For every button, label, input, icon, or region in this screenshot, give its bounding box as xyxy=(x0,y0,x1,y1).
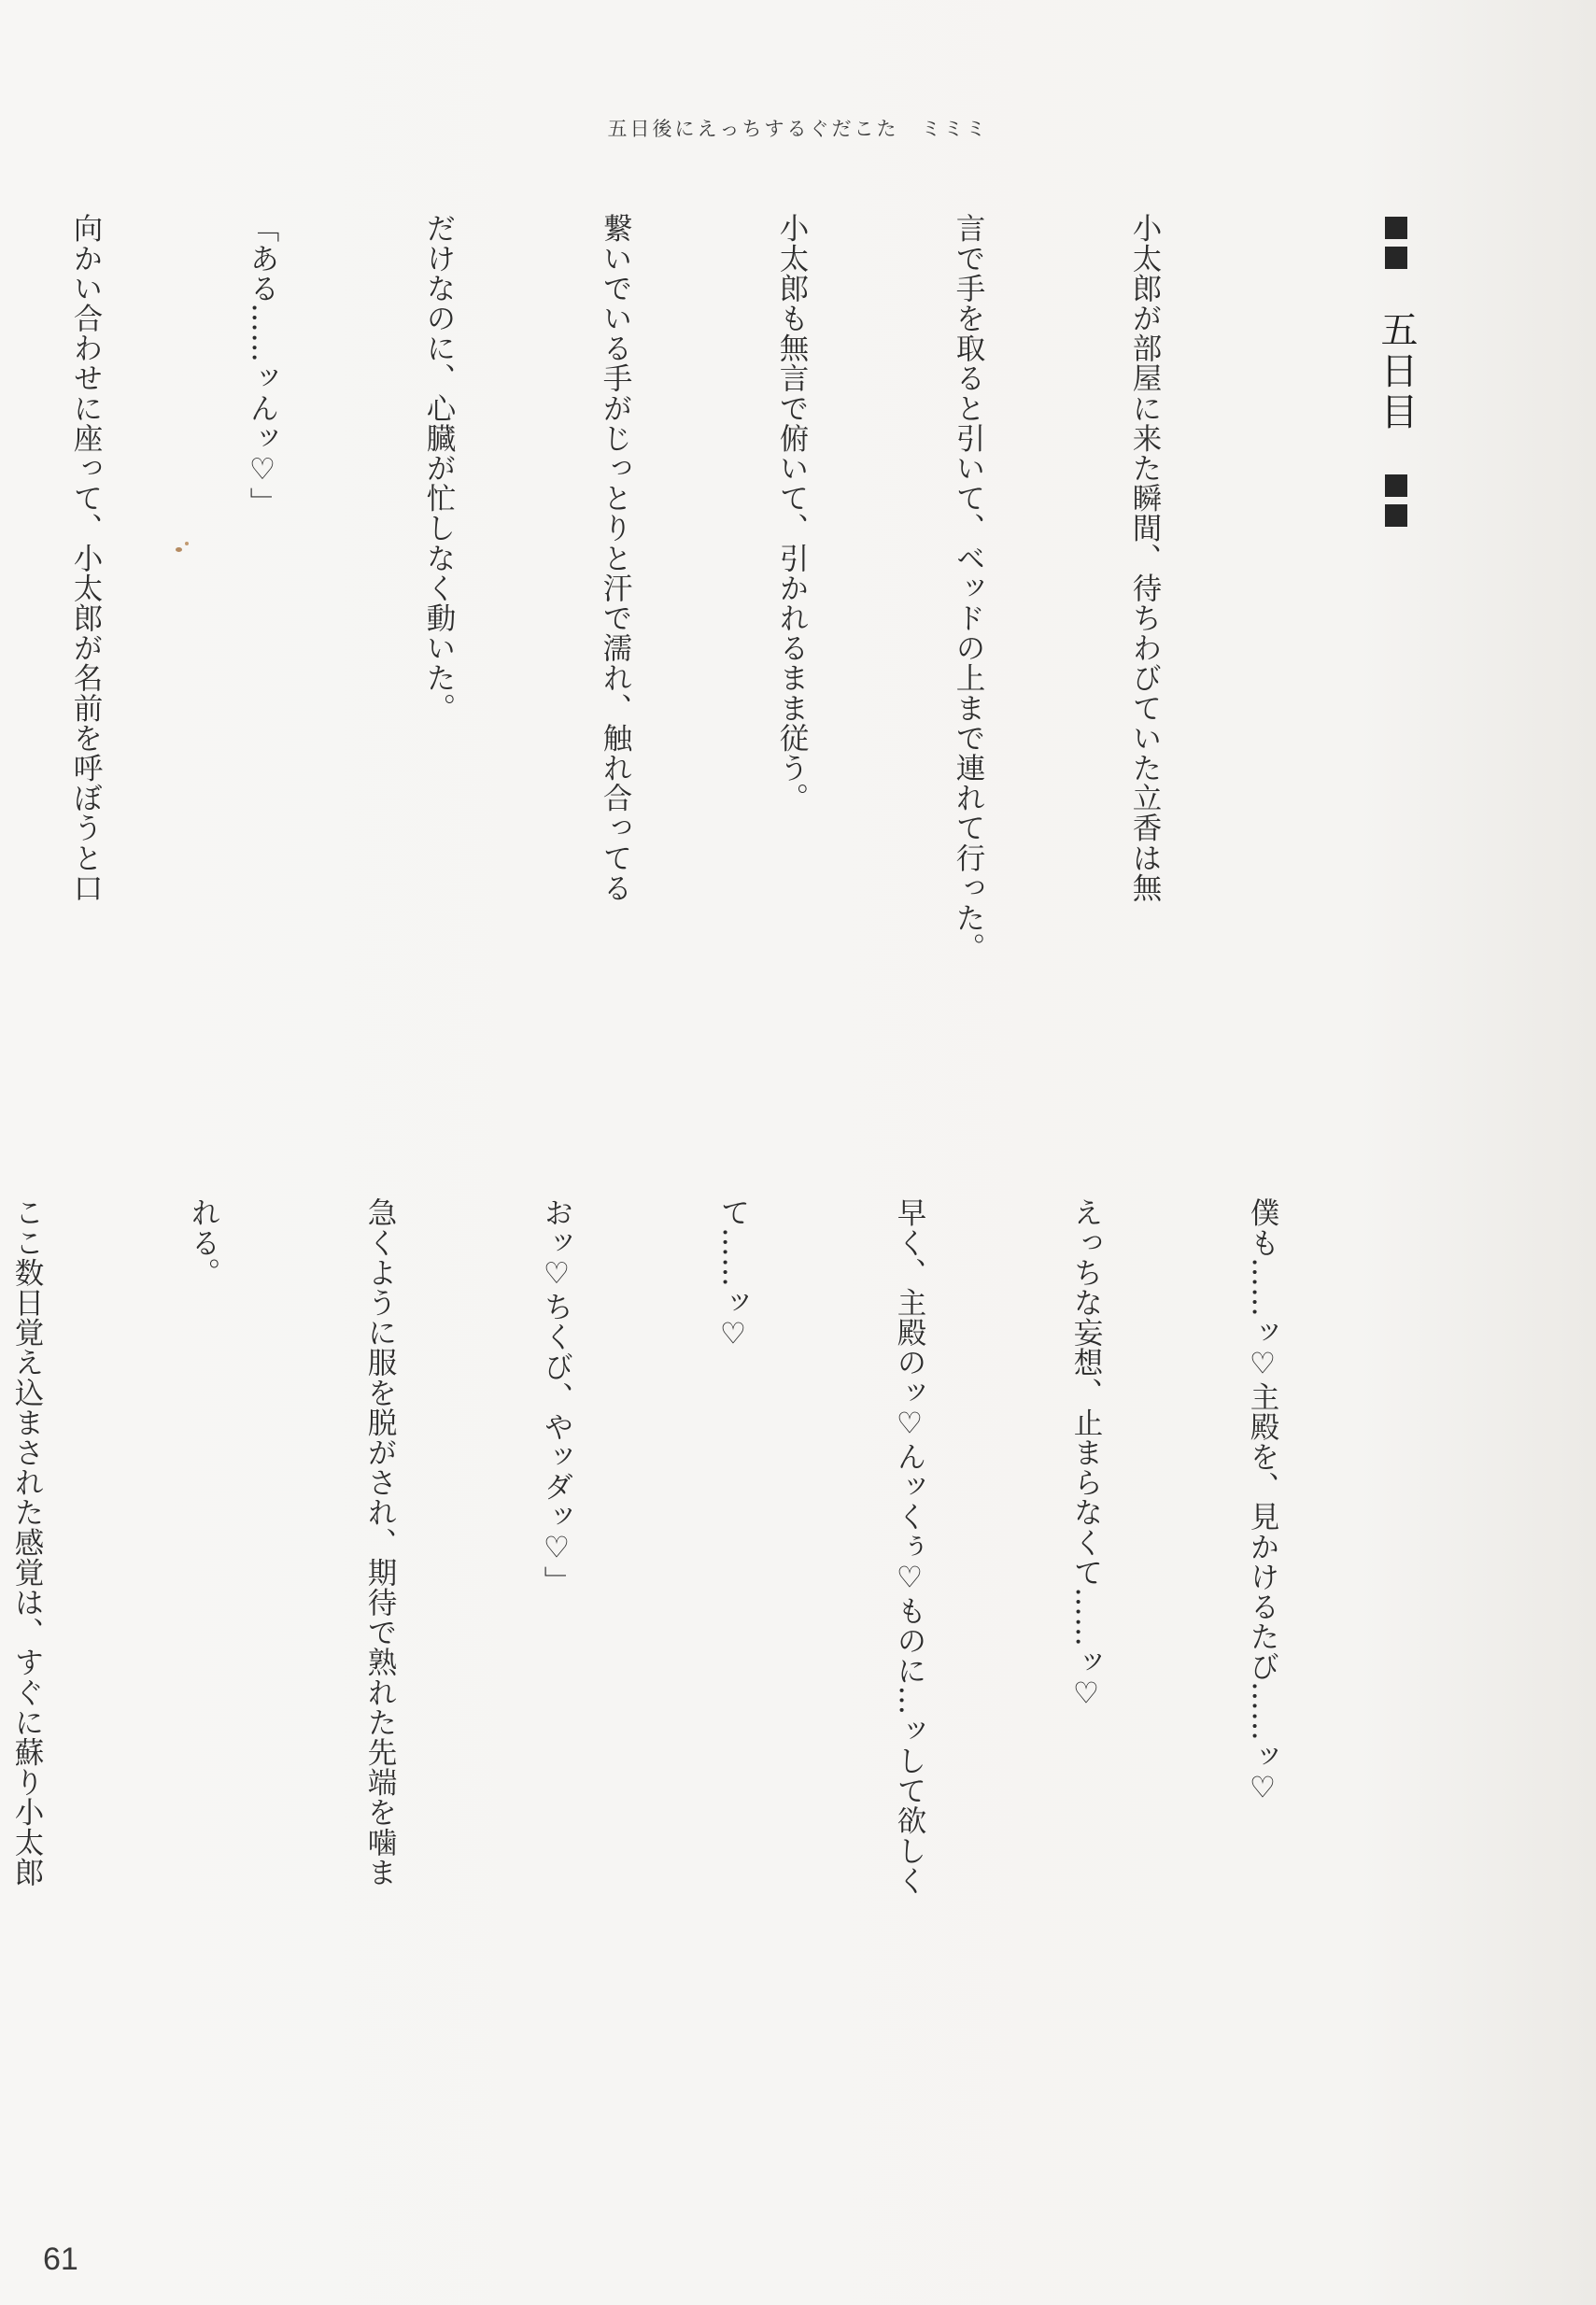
lower-text-block xyxy=(0,1197,1409,2187)
upper-text-block xyxy=(0,213,1292,1203)
chapter-heading xyxy=(1368,213,1424,530)
heading-block-mark xyxy=(1385,217,1407,239)
text-line: 小太郎が部屋に来た瞬間、待ちわびていた立香は無 xyxy=(1128,213,1162,903)
text-line: だけなのに、心臓が忙しなく動いた。 xyxy=(422,213,456,723)
text-line: えっちな妄想、止まらなくて……ッ♡ xyxy=(1069,1197,1103,1712)
text-line: おッ♡ちくび、やッダッ♡」 xyxy=(540,1197,573,1596)
text-line: 小太郎も無言で俯いて、引かれるまま従う。 xyxy=(775,213,809,813)
text-line: 早く、主殿のッ♡んッくぅ♡ものに…ッして欲しく xyxy=(893,1197,926,1896)
text-line: 言で手を取ると引いて、ベッドの上まで連れて行った。 xyxy=(952,213,985,963)
paper-stain xyxy=(185,542,189,545)
text-line: 向かい合わせに座って、小太郎が名前を呼ぼうと口 xyxy=(69,213,103,903)
text-line: 僕も……ッ♡主殿を、見かけるたび……ッ♡ xyxy=(1246,1197,1279,1805)
text-line: て……ッ♡ xyxy=(716,1197,750,1351)
paper-stain xyxy=(176,547,182,552)
text-line: れる。 xyxy=(187,1197,220,1288)
text-line: 繋いでいる手がじっとりと汗で濡れ、触れ合ってる xyxy=(599,213,632,903)
page-number: 61 xyxy=(43,2241,78,2277)
text-line: 急くように服を脱がされ、期待で熟れた先端を噛ま xyxy=(363,1197,397,1888)
running-header: 五日後にえっちするぐだこた ミミミ xyxy=(607,118,989,140)
text-line: ここ数日覚え込まされた感覚は、すぐに蘇り小太郎 xyxy=(10,1197,44,1888)
heading-block-mark xyxy=(1385,247,1407,269)
chapter-title: 五日目 xyxy=(1375,310,1418,433)
heading-block-mark xyxy=(1385,474,1407,497)
text-line: 「ある……ッんッ♡」 xyxy=(246,213,279,517)
heading-block-mark xyxy=(1385,504,1407,527)
